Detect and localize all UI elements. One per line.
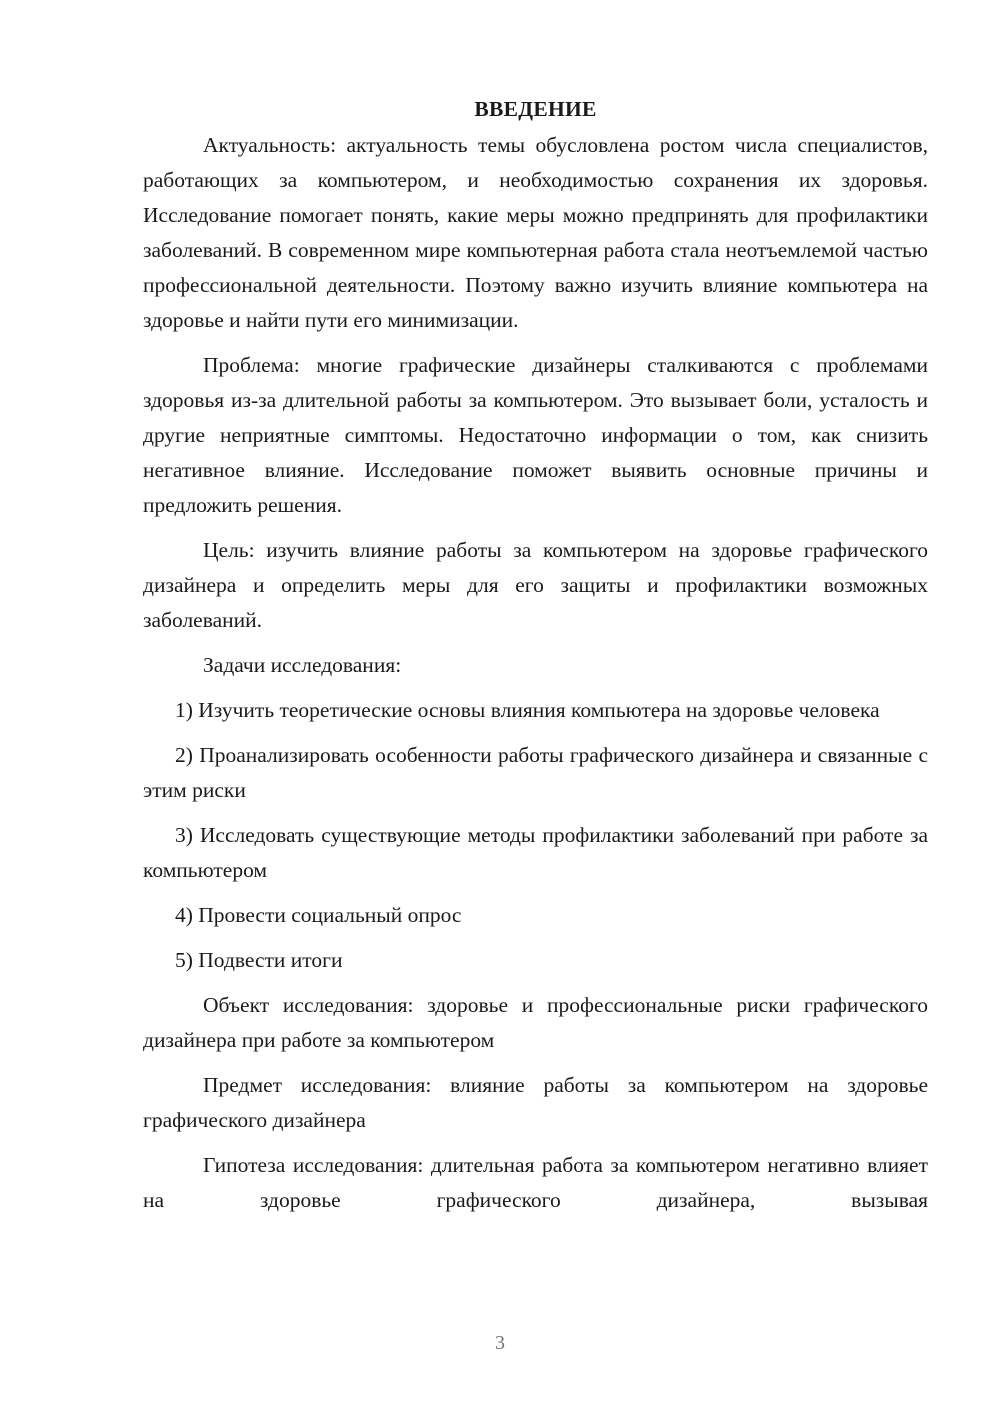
section-title: ВВЕДЕНИЕ: [474, 97, 597, 121]
hypothesis-paragraph: Гипотеза исследования: длительная работа за компьютером негативно влияет на здоровье графического дизайнера, вызывая: [143, 1153, 928, 1212]
task-item: 2) Проанализировать особенности работы графического дизайнера и связанные с этим риски: [143, 743, 928, 802]
object-paragraph: Объект исследования: здоровье и профессиональные риски графического дизайнера при работе за компьютером: [143, 993, 928, 1052]
tasks-heading: Задачи исследования:: [203, 653, 402, 677]
document-page: [143, 92, 928, 1228]
goal-paragraph: Цель: изучить влияние работы за компьютером на здоровье графического дизайнера и определить меры для его защиты и профилактики возможных заболеваний.: [143, 538, 928, 632]
task-item: 3) Исследовать существующие методы профилактики заболеваний при работе за компьютером: [143, 823, 928, 882]
relevance-paragraph: Актуальность: актуальность темы обусловлена ростом числа специалистов, работающих за компьютером, и необходимостью сохранения их здоровья. Исследование помогает понять, какие меры можно предпринять для профилактики заболеваний. В современном мире компьютерная работа стала неотъемлемой частью профессиональной деятельности. Поэтому важно изучить влияние компьютера на здоровье и найти пути его минимизации.: [143, 133, 928, 332]
task-item: 4) Провести социальный опрос: [175, 903, 462, 927]
task-item: 5) Подвести итоги: [175, 948, 343, 972]
subject-paragraph: Предмет исследования: влияние работы за компьютером на здоровье графического дизайнера: [143, 1073, 928, 1132]
task-item: 1) Изучить теоретические основы влияния компьютера на здоровье человека: [175, 698, 880, 722]
problem-paragraph: Проблема: многие графические дизайнеры сталкиваются с проблемами здоровья из-за длительной работы за компьютером. Это вызывает боли, усталость и другие неприятные симптомы. Недостаточно информации о том, как снизить негативное влияние. Исследование поможет выявить основные причины и предложить решения.: [143, 353, 928, 517]
page-number: 3: [495, 1332, 505, 1354]
